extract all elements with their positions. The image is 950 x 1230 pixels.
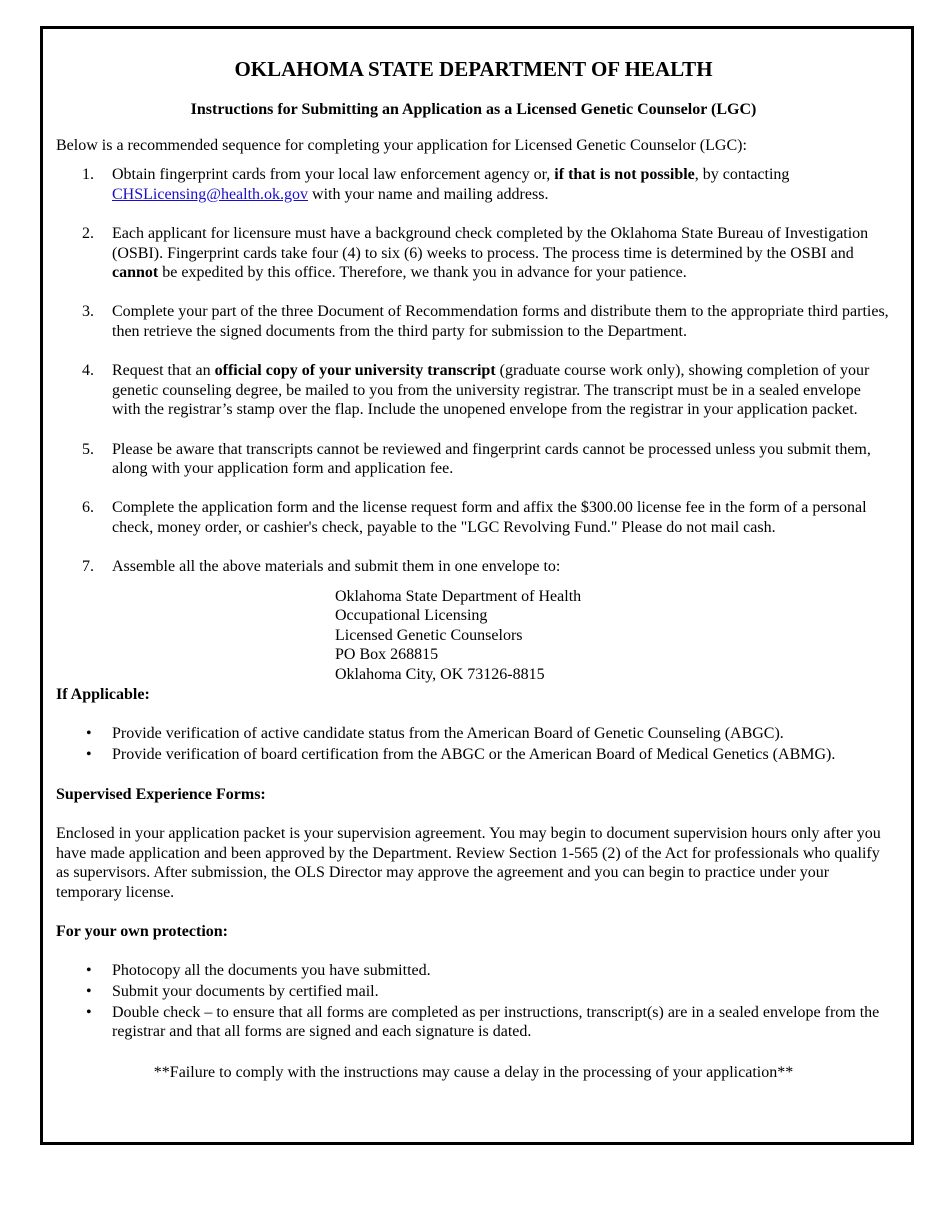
step-3 xyxy=(56,302,891,341)
step-text: Request that an xyxy=(112,362,215,380)
step-number: 7. xyxy=(82,558,94,576)
footer-warning: **Failure to comply with the instructions may cause a delay in the processing of your application** xyxy=(153,1063,794,1081)
step-1 xyxy=(56,165,891,204)
step-text: Each applicant for licensure must have a background check completed by the Oklahoma State Bureau of Investigation (OSBI). Fingerprint cards take four (4) to six (6) weeks to process. The process time is determined by the OSBI and xyxy=(112,224,869,262)
step-text: be expedited by this office. Therefore, we thank you in advance for your patience. xyxy=(158,264,687,282)
step-number: 5. xyxy=(82,440,94,458)
step-6 xyxy=(56,498,891,537)
list-item: • Provide verification of active candidate status from the American Board of Genetic Counseling (ABGC). xyxy=(86,724,784,742)
steps-list xyxy=(56,165,891,576)
bullet-icon: • xyxy=(86,1003,92,1021)
list-item: • Photocopy all the documents you have submitted. xyxy=(86,962,431,980)
protection-list xyxy=(56,961,891,1042)
list-item: • Provide verification of board certification from the ABGC or the American Board of Medical Genetics (ABMG). xyxy=(86,745,836,763)
step-number: 2. xyxy=(82,224,94,242)
step-text: Please be aware that transcripts cannot be reviewed and fingerprint cards cannot be processed unless you submit them, along with your application form and application fee. xyxy=(112,440,871,478)
step-number: 6. xyxy=(82,499,94,517)
list-item: • Double check – to ensure that all forms are completed as per instructions, transcript(s) are in a sealed envelope from the registrar and that all forms are signed and each signature is dated. xyxy=(86,1003,880,1041)
protection-heading: For your own protection: xyxy=(56,923,228,941)
address-line: PO Box 268815 xyxy=(335,646,439,664)
list-item: • Submit your documents by certified mail. xyxy=(86,983,379,1001)
intro-text: Below is a recommended sequence for completing your application for Licensed Genetic Counselor (LGC): xyxy=(56,136,747,154)
document-body xyxy=(56,56,891,1082)
step-4 xyxy=(56,361,891,420)
bullet-icon: • xyxy=(86,983,92,1001)
step-emphasis: cannot xyxy=(112,264,159,282)
step-number: 1. xyxy=(82,166,94,184)
mailing-address xyxy=(56,587,891,685)
step-text: Obtain fingerprint cards from your local law enforcement agency or, xyxy=(112,166,555,184)
page-title: OKLAHOMA STATE DEPARTMENT OF HEALTH xyxy=(234,57,713,81)
step-emphasis: official copy of your university transcript xyxy=(214,362,496,380)
step-2 xyxy=(56,224,891,283)
email-link[interactable]: CHSLicensing@health.ok.gov xyxy=(112,185,309,203)
step-emphasis: if that is not possible xyxy=(554,166,695,184)
address-line: Occupational Licensing xyxy=(335,607,488,625)
step-7 xyxy=(56,557,891,577)
applicable-list xyxy=(56,724,891,764)
address-line: Oklahoma City, OK 73126-8815 xyxy=(335,666,545,684)
step-text: with your name and mailing address. xyxy=(308,185,549,203)
supervised-heading: Supervised Experience Forms: xyxy=(56,785,266,803)
step-number: 4. xyxy=(82,362,94,380)
step-text: , by contacting xyxy=(694,166,790,184)
step-number: 3. xyxy=(82,303,94,321)
bullet-icon: • xyxy=(86,724,92,742)
applicable-heading: If Applicable: xyxy=(56,685,150,703)
step-text: Assemble all the above materials and submit them in one envelope to: xyxy=(112,558,561,576)
step-text: Complete your part of the three Document of Recommendation forms and distribute them to the appropriate third parties, then retrieve the signed documents from the third party for submission to the Department. xyxy=(112,303,889,340)
step-5 xyxy=(56,440,891,479)
address-line: Licensed Genetic Counselors xyxy=(335,626,523,644)
page-subtitle: Instructions for Submitting an Application as a Licensed Genetic Counselor (LGC) xyxy=(190,101,757,118)
bullet-icon: • xyxy=(86,962,92,980)
step-text: Complete the application form and the license request form and affix the $300.00 license fee in the form of a personal check, money order, or cashier's check, payable to the "LGC Revolving Fund." Please do not mail cash. xyxy=(112,499,867,536)
bullet-icon: • xyxy=(86,745,92,763)
address-line: Oklahoma State Department of Health xyxy=(335,587,582,605)
supervised-text: Enclosed in your application packet is your supervision agreement. You may begin to document supervision hours only after you have made application and been approved by the Department. Review Section 1-565 (2) of the Act for professionals who qualify as supervisors. After submission, the OLS Director may approve the agreement and you can begin to practice under your temporary license. xyxy=(56,825,881,901)
step-text: (graduate course work only), showing completion of your genetic counseling degree, be mailed to you from the university registrar. The transcript must be in a sealed envelope with the registrar’s stamp over the flap. Include the unopened envelope from the registrar in your application packet. xyxy=(112,362,870,419)
